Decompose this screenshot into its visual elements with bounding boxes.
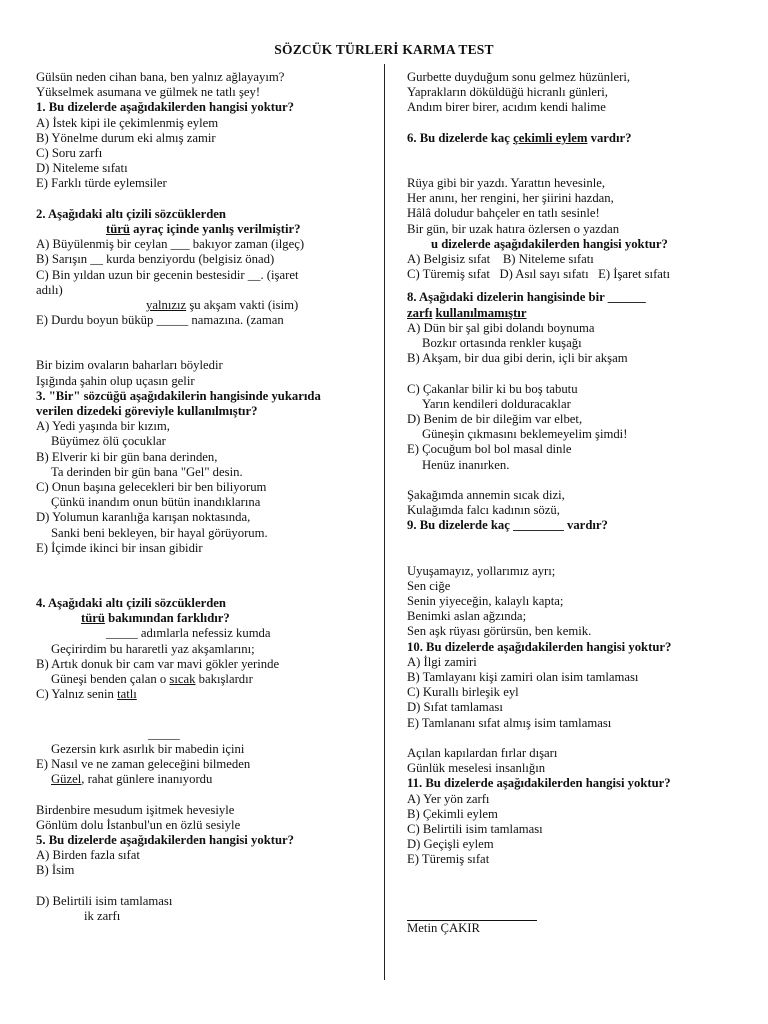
question-1-option-c: C) Soru zarfı <box>36 146 103 161</box>
question-10-option-c: C) Kurallı birleşik eyl <box>407 685 519 700</box>
question-4-option-d-blank: _____ <box>148 726 180 741</box>
question-2-option-b: B) Sarışın __ kurda benziyordu (belgisiz önad) <box>36 252 275 267</box>
question-4-option-b-cont <box>36 672 378 687</box>
option-text: bakışlardır <box>195 672 253 687</box>
stem-text: vardır? <box>587 130 632 145</box>
question-3-option-c: C) Onun başına gelecekleri bir ben biliyorum <box>36 480 267 495</box>
question-1-stem: 1. Bu dizelerde aşağıdakilerden hangisi yoktur? <box>36 100 295 115</box>
question-8-option-e: E) Çocuğum bol bol masal dinle <box>407 442 572 457</box>
question-8-option-a-cont: Bozkır ortasında renkler kuşağı <box>422 336 582 351</box>
question-4-option-a-cont: Geçirirdim bu hararetli yaz akşamlarını; <box>51 641 255 656</box>
question-10-option-a: A) İlgi zamiri <box>407 654 477 669</box>
question-11-option-e: E) Türemiş sıfat <box>407 852 490 867</box>
question-7-options-row1: A) Belgisiz sıfat B) Niteleme sıfatı <box>407 252 594 267</box>
question-4-stem: 4. Aşağıdaki altı çizili sözcüklerden <box>36 596 226 611</box>
poem-line: Bir bizim ovaların baharları böyledir <box>36 358 223 373</box>
question-2-option-e: E) Durdu boyun büküp _____ namazına. (zaman <box>36 313 284 328</box>
stem-text: 6. Bu dizelerde kaç <box>407 130 514 145</box>
option-text: Güneşi benden çalan o <box>51 672 170 687</box>
question-5-stem: 5. Bu dizelerde aşağıdakilerden hangisi yoktur? <box>36 832 295 847</box>
question-3-option-e: E) İçimde ikinci bir insan gibidir <box>36 540 203 555</box>
poem-line: Birdenbire mesudum işitmek hevesiyle <box>36 802 235 817</box>
question-2-option-a: A) Büyülenmiş bir ceylan ___ bakıyor zaman (ilgeç) <box>36 237 305 252</box>
question-3-option-d: D) Yolumun karanlığa karışan noktasında, <box>36 510 251 525</box>
question-3-option-a: A) Yedi yaşında bir kızım, <box>36 419 170 434</box>
question-7-stem: u dizelerde aşağıdakilerden hangisi yoktur? <box>431 236 668 251</box>
question-3-option-d-cont: Sanki beni bekleyen, bir hayal görüyorum. <box>51 525 268 540</box>
question-4-option-e-cont <box>36 772 378 787</box>
question-4-option-b: B) Artık donuk bir cam var mavi gökler yerinde <box>36 656 280 671</box>
question-2-stem-cont <box>36 222 378 237</box>
question-8-stem-cont <box>407 306 737 321</box>
question-8-option-b: B) Akşam, bir dua gibi derin, içli bir akşam <box>407 351 628 366</box>
question-8-option-c-cont: Yarın kendileri dolduracaklar <box>422 396 571 411</box>
question-11-option-a: A) Yer yön zarfı <box>407 791 490 806</box>
poem-line: Işığında şahin olup uçasın gelir <box>36 373 195 388</box>
question-10-option-d: D) Sıfat tamlaması <box>407 700 503 715</box>
poem-line: Gülsün neden cihan bana, ben yalnız ağlayayım? <box>36 70 285 84</box>
question-7-options-row2: C) Türemiş sıfat D) Asıl sayı sıfatı E) İşaret sıfatı <box>407 267 670 282</box>
poem-line: Senin yiyeceğin, kalaylı kapta; <box>407 594 564 609</box>
question-8-option-d: D) Benim de bir dileğim var elbet, <box>407 412 583 427</box>
poem-line: Gönlüm dolu İstanbul'un en özlü sesiyle <box>36 817 241 832</box>
option-text: şu akşam vakti (isim) <box>186 298 299 313</box>
question-6-stem <box>407 131 737 146</box>
poem-line: Hâlâ doludur bahçeler en tatlı sesinle! <box>407 206 600 221</box>
question-4-option-a: _____ adımlarla nefessiz kumda <box>106 626 271 641</box>
question-3-stem: 3. "Bir" sözcüğü aşağıdakilerin hangisinde yukarıda <box>36 388 321 403</box>
underlined-word: tatlı <box>117 687 137 702</box>
poem-line: Her anını, her rengini, her şiirini hazdan, <box>407 191 614 206</box>
question-11-option-c: C) Belirtili isim tamlaması <box>407 822 543 837</box>
question-5-option-a: A) Birden fazla sıfat <box>36 848 140 863</box>
question-4-option-c <box>36 687 378 702</box>
right-column <box>407 70 737 936</box>
poem-line: Gurbette duyduğum sonu gelmez hüzünleri, <box>407 70 631 84</box>
question-3-stem-cont: verilen dizedeki göreviyle kullanılmıştır? <box>36 404 258 419</box>
column-divider <box>384 64 385 980</box>
question-2-option-d <box>36 298 378 313</box>
underlined-word: kullanılmamıştır <box>435 305 527 320</box>
poem-line: Yükselmek asumana ve gülmek ne tatlı şey! <box>36 85 261 100</box>
poem-line: Yaprakların döküldüğü hicranlı günleri, <box>407 85 608 100</box>
question-5-option-d: D) Belirtili isim tamlaması <box>36 893 173 908</box>
question-1-option-a: A) İstek kipi ile çekimlenmiş eylem <box>36 115 219 130</box>
question-2-option-c: C) Bin yıldan uzun bir gecenin bestesidir __. (işaret <box>36 267 299 282</box>
underlined-word: zarfı <box>407 305 433 320</box>
stem-text: bakımından farklıdır? <box>104 611 230 626</box>
test-title: SÖZCÜK TÜRLERİ KARMA TEST <box>274 42 494 57</box>
underlined-word: sıcak <box>169 672 196 687</box>
question-11-option-b: B) Çekimli eylem <box>407 806 498 821</box>
option-text: C) Yalnız senin <box>36 687 118 702</box>
question-4-stem-cont <box>36 611 378 626</box>
poem-line: Açılan kapılardan fırlar dışarı <box>407 746 558 761</box>
question-8-option-d-cont: Güneşin çıkmasını beklemeyelim şimdi! <box>422 427 628 442</box>
left-column <box>36 70 378 924</box>
question-4-option-d: Gezersin kırk asırlık bir mabedin içini <box>51 741 245 756</box>
question-3-option-b: B) Elverir ki bir gün bana derinden, <box>36 449 218 464</box>
stem-text: ayraç içinde yanlış verilmiştir? <box>129 222 301 237</box>
poem-line: Şakağımda annemin sıcak dizi, <box>407 488 565 503</box>
question-4-option-e: E) Nasıl ve ne zaman geleceğini bilmeden <box>36 756 251 771</box>
underlined-word: Güzel <box>51 772 82 787</box>
question-10-option-b: B) Tamlayanı kişi zamiri olan isim tamlaması <box>407 670 639 685</box>
question-5-option-b: B) İsim <box>36 863 75 878</box>
question-8-option-e-cont: Henüz inanırken. <box>422 457 510 472</box>
poem-line: Kulağımda falcı kadının sözü, <box>407 503 560 518</box>
question-1-option-e: E) Farklı türde eylemsiler <box>36 176 167 191</box>
question-9-stem: 9. Bu dizelerde kaç ________ vardır? <box>407 518 608 533</box>
poem-line: Sen aşk rüyası görürsün, ben kemik. <box>407 624 592 639</box>
question-11-stem: 11. Bu dizelerde aşağıdakilerden hangisi yoktur? <box>407 776 671 791</box>
poem-line: Benimki aslan ağzında; <box>407 609 527 624</box>
question-3-option-b-cont: Ta derinden bir gün bana "Gel" desin. <box>51 464 243 479</box>
question-11-option-d: D) Geçişli eylem <box>407 837 494 852</box>
question-1-option-b: B) Yönelme durum eki almış zamir <box>36 130 216 145</box>
question-2-option-c-cont: adılı) <box>36 282 63 297</box>
author-name: Metin ÇAKIR <box>407 920 480 935</box>
question-2-stem: 2. Aşağıdaki altı çizili sözcüklerden <box>36 206 226 221</box>
underlined-word: çekimli eylem <box>513 130 588 145</box>
question-10-stem: 10. Bu dizelerde aşağıdakilerden hangisi yoktur? <box>407 639 672 654</box>
question-3-option-c-cont: Çünkü inandım onun bütün inandıklarına <box>51 495 261 510</box>
poem-line: Günlük meselesi insanlığın <box>407 761 546 776</box>
question-5-option-e: ik zarfı <box>84 908 121 923</box>
poem-line: Bir gün, bir uzak hatıra özlersen o yazdan <box>407 221 620 236</box>
poem-line: Rüya gibi bir yazdı. Yarattın hevesinle, <box>407 176 606 190</box>
poem-line: Uyuşamayız, yollarımız ayrı; <box>407 563 556 578</box>
poem-line: Sen ciğe <box>407 578 451 593</box>
question-3-option-a-cont: Büyümez ölü çocuklar <box>51 434 166 449</box>
question-8-option-a: A) Dün bir şal gibi dolandı boynuma <box>407 320 595 335</box>
question-8-stem: 8. Aşağıdaki dizelerin hangisinde bir ______ <box>407 290 646 305</box>
poem-line: Andım birer birer, acıdım kendi halime <box>407 100 606 115</box>
question-10-option-e: E) Tamlananı sıfat almış isim tamlaması <box>407 715 612 730</box>
question-1-option-d: D) Niteleme sıfatı <box>36 161 128 176</box>
underlined-word: yalnızız <box>146 298 187 313</box>
question-8-option-c: C) Çakanlar bilir ki bu boş tabutu <box>407 381 578 396</box>
option-text: , rahat günlere inanıyordu <box>81 772 213 787</box>
underlined-word: türü <box>81 611 105 626</box>
underlined-word: türü <box>106 222 130 237</box>
